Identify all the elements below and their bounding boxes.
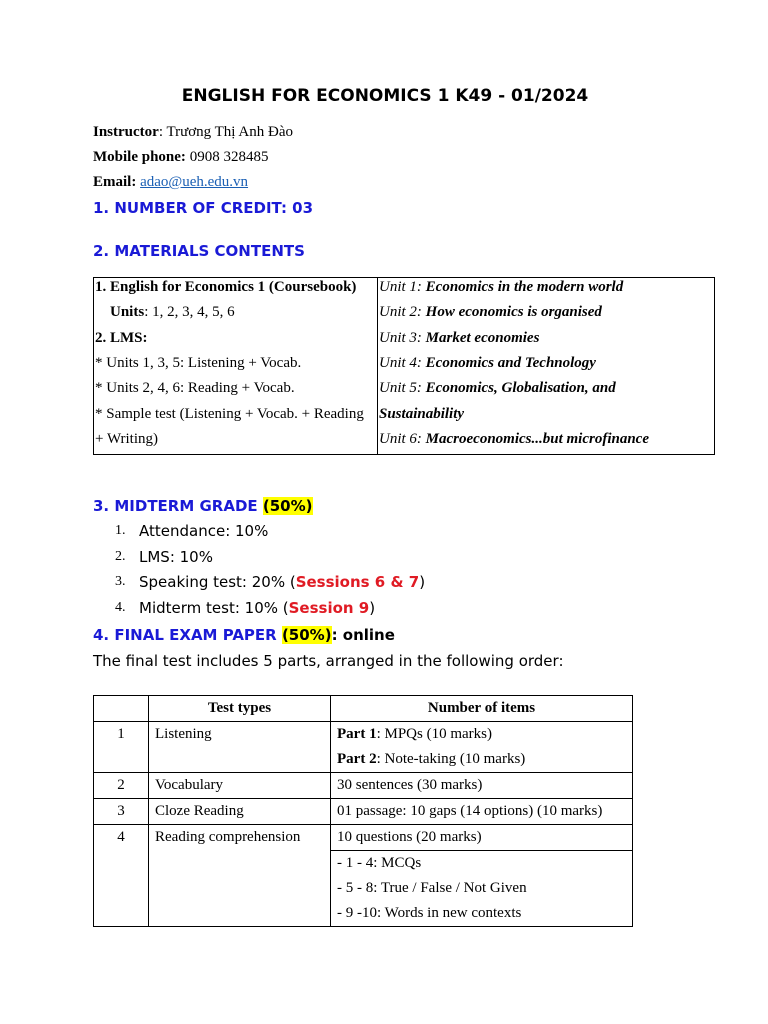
section-final	[93, 626, 395, 644]
item-text: : Note-taking (10 marks)	[376, 751, 526, 767]
row-test-type: Reading comprehension	[149, 825, 331, 927]
midterm-item-session: Session 9	[288, 598, 370, 617]
instructor-value: : Trương Thị Anh Đào	[158, 124, 293, 140]
sub-item-line: - 1 - 4: MCQs	[337, 855, 422, 871]
materials-left-text: * Sample test (Listening + Vocab. + Reading	[95, 405, 364, 422]
phone-line	[93, 149, 268, 166]
row-number: 2	[94, 773, 149, 799]
materials-unit-line	[379, 405, 464, 430]
phone-label: Mobile phone:	[93, 149, 186, 165]
materials-left-cell	[94, 278, 378, 454]
materials-left-text: * Units 2, 4, 6: Reading + Vocab.	[95, 380, 295, 397]
table-row	[94, 722, 633, 773]
phone-value: 0908 328485	[185, 149, 269, 165]
midterm-item-number: 1.	[115, 523, 126, 538]
item-text: 01 passage: 10 gaps (14 options) (10 marks)	[337, 803, 603, 819]
midterm-item	[93, 520, 425, 546]
section-credit: 1. NUMBER OF CREDIT: 03	[93, 199, 314, 217]
materials-left-line	[95, 354, 301, 379]
item-line	[337, 825, 626, 850]
table-row	[94, 773, 633, 799]
row-items	[331, 722, 633, 773]
unit-label: Unit 4:	[379, 354, 426, 371]
midterm-percent: (50%)	[262, 497, 313, 515]
row-number: 1	[94, 722, 149, 773]
materials-left-line	[95, 405, 364, 430]
header-no	[94, 696, 149, 722]
row-number: 3	[94, 799, 149, 825]
unit-label: Unit 6:	[379, 430, 426, 447]
materials-left-line	[95, 329, 148, 354]
header-test-types: Test types	[149, 696, 331, 722]
materials-left-text: + Writing)	[95, 430, 158, 447]
final-percent: (50%)	[281, 626, 332, 644]
materials-unit-line	[379, 379, 616, 404]
materials-left-text: : 1, 2, 3, 4, 5, 6	[144, 304, 235, 321]
unit-label: Unit 3:	[379, 329, 426, 346]
midterm-list	[93, 520, 425, 622]
midterm-item-number: 2.	[115, 548, 126, 564]
materials-unit-line	[379, 303, 602, 328]
midterm-item-session: Sessions 6 & 7	[295, 573, 420, 591]
midterm-item-close: )	[419, 573, 426, 591]
midterm-item-number: 4.	[115, 599, 126, 615]
midterm-item	[93, 597, 425, 623]
section-materials: 2. MATERIALS CONTENTS	[93, 242, 305, 260]
unit-name: Economics in the modern world	[425, 279, 624, 295]
row-test-type: Cloze Reading	[149, 799, 331, 825]
item-line	[337, 773, 626, 798]
item-text: 30 sentences (30 marks)	[337, 777, 483, 793]
unit-name: How economics is organised	[425, 304, 602, 321]
item-line	[337, 722, 626, 747]
unit-name: Market economies	[425, 329, 540, 346]
item-line	[337, 747, 626, 772]
instructor-label: Instructor	[93, 124, 159, 140]
row-sub-items	[331, 851, 633, 927]
midterm-item-text: LMS: 10%	[139, 547, 213, 566]
materials-left-line	[95, 379, 295, 404]
email-link[interactable]: adao@ueh.edu.vn	[140, 174, 249, 190]
document-title: ENGLISH FOR ECONOMICS 1 K49 - 01/2024	[181, 86, 589, 106]
materials-unit-line	[379, 354, 596, 379]
midterm-item	[93, 571, 425, 597]
sub-item-line: - 9 -10: Words in new contexts	[337, 905, 522, 921]
materials-unit-line	[379, 329, 539, 354]
row-number: 4	[94, 825, 149, 927]
materials-left-bold: Units	[95, 304, 145, 321]
test-types-table	[93, 695, 633, 927]
materials-unit-line	[379, 430, 649, 455]
row-test-type: Listening	[149, 722, 331, 773]
unit-name: Sustainability	[379, 405, 465, 422]
table-header-row	[94, 696, 633, 722]
unit-label: Unit 2:	[379, 304, 426, 321]
item-part: Part 2	[337, 751, 377, 767]
final-mode: online	[337, 626, 395, 644]
midterm-item-text: Speaking test: 20% (	[139, 573, 296, 591]
midterm-item-text: Attendance: 10%	[139, 522, 269, 540]
row-items	[331, 773, 633, 799]
row-items	[331, 825, 633, 851]
materials-right-cell	[378, 278, 714, 454]
materials-left-bold: 1. English for Economics 1 (Coursebook)	[95, 279, 357, 295]
materials-left-line	[95, 303, 235, 328]
final-intro: The final test includes 5 parts, arranged in the following order:	[93, 652, 564, 670]
materials-left-bold: 2. LMS:	[95, 329, 148, 346]
midterm-item-text: Midterm test: 10% (	[139, 598, 289, 617]
item-line	[337, 799, 626, 824]
item-part: Part 1	[337, 726, 377, 742]
final-heading: 4. FINAL EXAM PAPER	[93, 626, 282, 644]
section-midterm	[93, 497, 313, 515]
sub-item-line: - 5 - 8: True / False / Not Given	[337, 880, 527, 896]
unit-name: Economics and Technology	[425, 354, 596, 371]
header-number-of-items: Number of items	[331, 696, 633, 722]
materials-unit-line	[379, 278, 623, 303]
item-text: 10 questions (20 marks)	[337, 829, 482, 845]
unit-name: Economics, Globalisation, and	[425, 380, 616, 397]
unit-label: Unit 5:	[379, 380, 426, 397]
final-colon: :	[331, 626, 338, 644]
midterm-item-close: )	[369, 598, 376, 617]
item-text: : MPQs (10 marks)	[376, 726, 492, 742]
unit-label: Unit 1:	[379, 279, 426, 295]
materials-left-text: * Units 1, 3, 5: Listening + Vocab.	[95, 354, 302, 371]
email-label: Email:	[93, 174, 137, 190]
materials-left-line	[95, 278, 356, 303]
materials-left-line	[95, 430, 158, 455]
row-items	[331, 799, 633, 825]
unit-name: Macroeconomics...but microfinance	[425, 430, 649, 447]
row-test-type: Vocabulary	[149, 773, 331, 799]
table-row	[94, 799, 633, 825]
materials-table	[93, 277, 715, 455]
instructor-line	[93, 124, 293, 141]
table-row	[94, 825, 633, 851]
midterm-item	[93, 546, 425, 572]
midterm-heading: 3. MIDTERM GRADE	[93, 497, 263, 515]
midterm-item-number: 3.	[115, 574, 126, 589]
email-line	[93, 174, 248, 191]
